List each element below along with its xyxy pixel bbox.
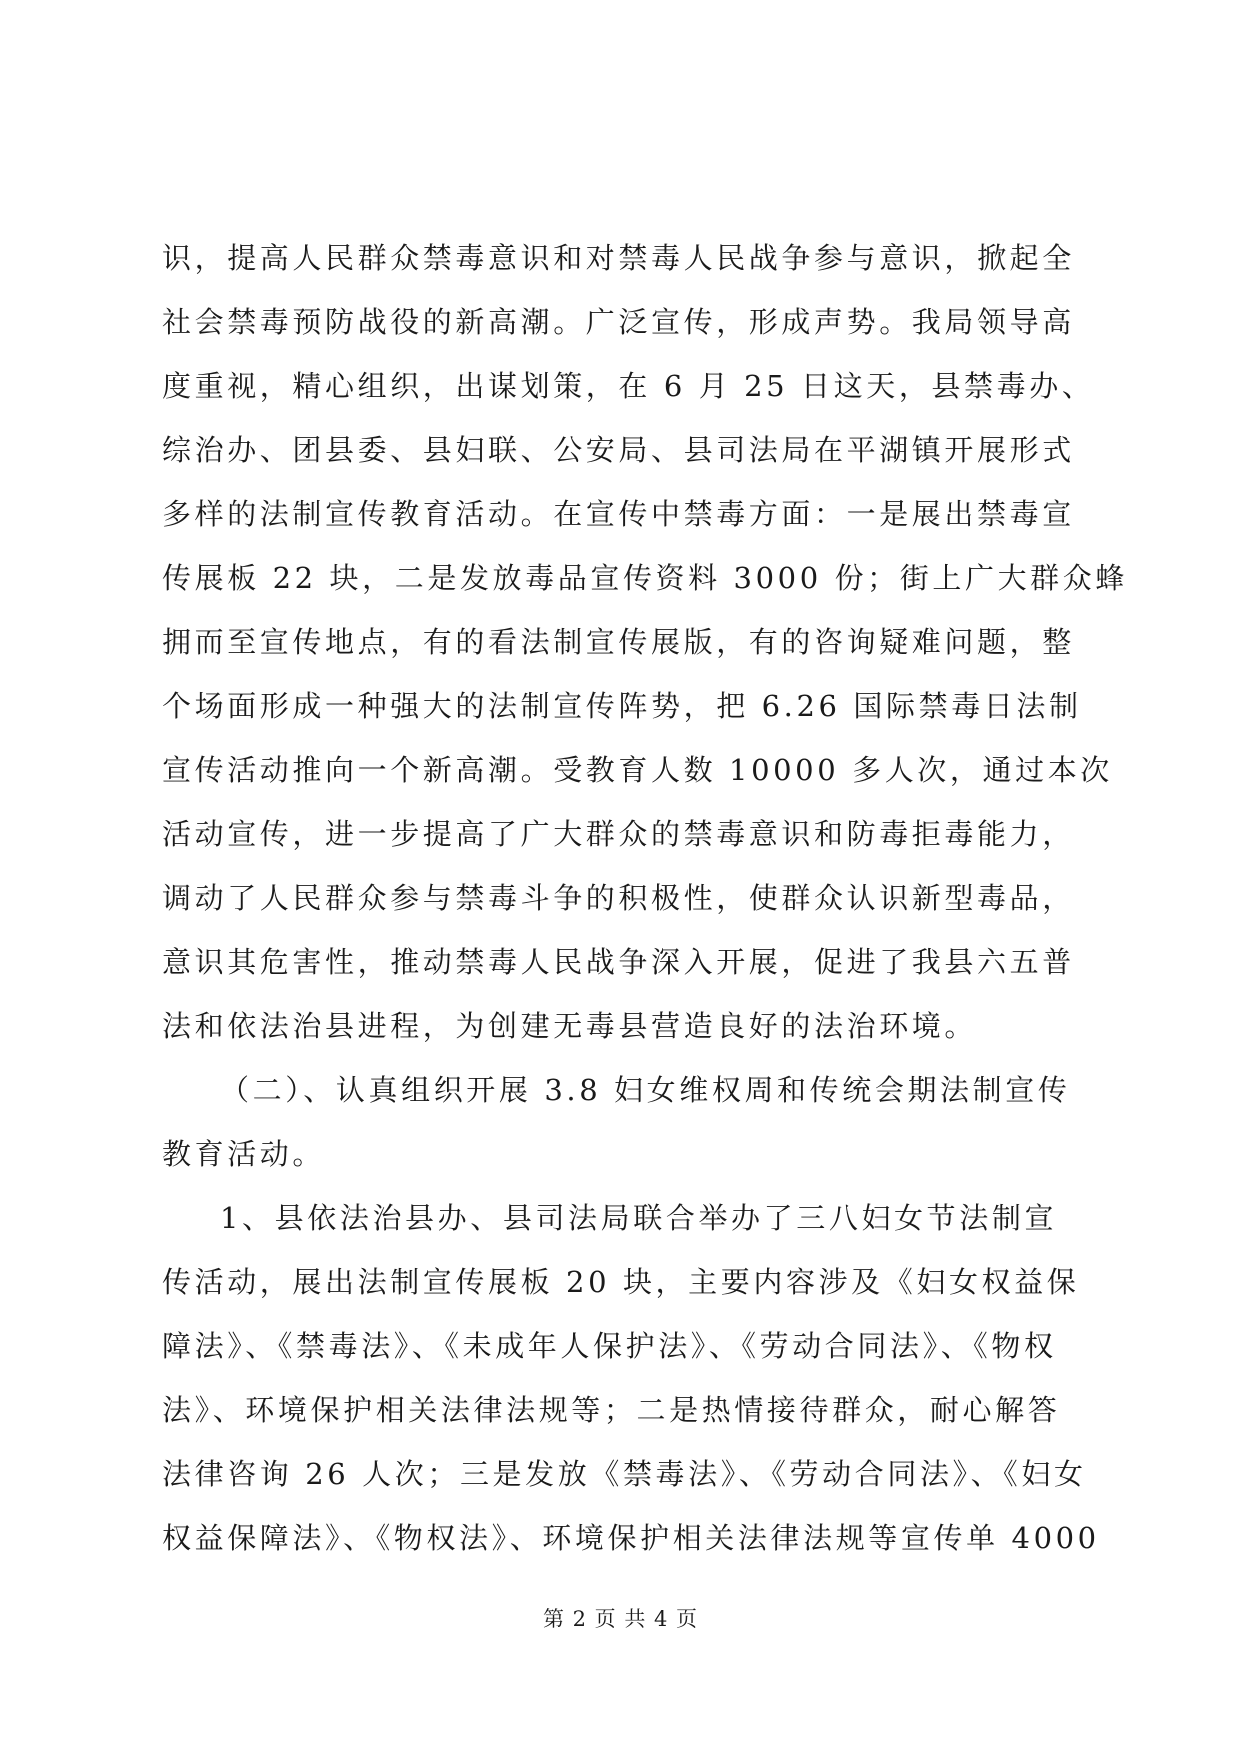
text-line: 多样的法制宣传教育活动。在宣传中禁毒方面：一是展出禁毒宣 xyxy=(162,497,1075,531)
text-line: 活动宣传，进一步提高了广大群众的禁毒意识和防毒拒毒能力， xyxy=(162,817,1075,851)
body-text xyxy=(162,226,1128,1570)
text-line: 度重视，精心组织，出谋划策，在 6 月 25 日这天，县禁毒办、 xyxy=(162,369,1095,403)
text-line: 法》、环境保护相关法律法规等；二是热情接待群众，耐心解答 xyxy=(162,1393,1061,1427)
text-line: 传展板 22 块，二是发放毒品宣传资料 3000 份；街上广大群众蜂 xyxy=(162,561,1128,595)
text-line: 个场面形成一种强大的法制宣传阵势，把 6.26 国际禁毒日法制 xyxy=(162,689,1082,723)
page-number-footer: 第 2 页 共 4 页 xyxy=(542,1607,699,1631)
text-line: 意识其危害性，推动禁毒人民战争深入开展，促进了我县六五普 xyxy=(162,945,1075,979)
text-line: 教育活动。 xyxy=(162,1137,326,1171)
text-line: 社会禁毒预防战役的新高潮。广泛宣传，形成声势。我局领导高 xyxy=(162,305,1075,339)
text-line: 综治办、团县委、县妇联、公安局、县司法局在平湖镇开展形式 xyxy=(162,433,1075,467)
text-line: 障法》、《禁毒法》、《未成年人保护法》、《劳动合同法》、《物权 xyxy=(162,1329,1057,1363)
text-line: 调动了人民群众参与禁毒斗争的积极性，使群众认识新型毒品， xyxy=(162,881,1075,915)
text-line: 法律咨询 26 人次；三是发放《禁毒法》、《劳动合同法》、《妇女 xyxy=(162,1457,1087,1491)
text-line: 拥而至宣传地点，有的看法制宣传展版，有的咨询疑难问题，整 xyxy=(162,625,1075,659)
text-line: 法和依法治县进程，为创建无毒县营造良好的法治环境。 xyxy=(162,1009,978,1043)
paragraph-start: 1、县依法治县办、县司法局联合举办了三八妇女节法制宣 xyxy=(220,1201,1058,1235)
text-line: 权益保障法》、《物权法》、环境保护相关法律法规等宣传单 4000 xyxy=(162,1521,1100,1555)
text-line: 识，提高人民群众禁毒意识和对禁毒人民战争参与意识，掀起全 xyxy=(162,241,1075,275)
text-line: 宣传活动推向一个新高潮。受教育人数 10000 多人次，通过本次 xyxy=(162,753,1113,787)
text-line: 传活动，展出法制宣传展板 20 块，主要内容涉及《妇女权益保 xyxy=(162,1265,1080,1299)
section-heading: （二）、认真组织开展 3.8 妇女维权周和传统会期法制宣传 xyxy=(220,1073,1071,1107)
